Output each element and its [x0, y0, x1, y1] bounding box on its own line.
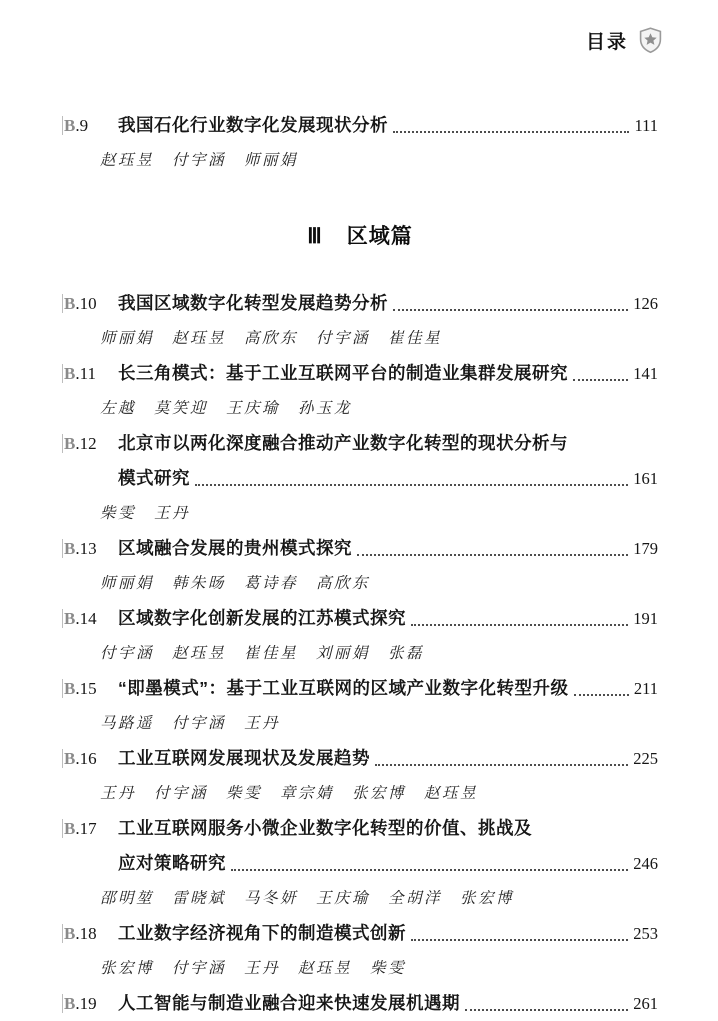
entry-authors: 柴雯 王丹 [100, 505, 191, 522]
running-header [0, 0, 718, 54]
entry-authors: 邵明堃 雷晓斌 马冬妍 王庆瑜 全胡洋 张宏博 [100, 890, 515, 907]
page-title: 目录 [585, 31, 628, 53]
entry-authors: 马路遥 付宇涵 王丹 [100, 715, 281, 732]
entry-number: B.13 [64, 539, 97, 558]
entry-number-b-glyph: B [64, 819, 76, 838]
toc-entry [62, 986, 658, 1021]
entry-page-number: 225 [633, 749, 658, 768]
entry-title: 北京市以两化深度融合推动产业数字化转型的现状分析与 [118, 433, 568, 453]
toc-entry [62, 426, 658, 531]
dot-leader [190, 461, 633, 496]
entry-page-number: 179 [633, 539, 658, 558]
part-header [62, 220, 658, 250]
entry-title: 区域数字化创新发展的江苏模式探究 [118, 608, 406, 628]
entry-number-b-glyph: B [64, 924, 76, 943]
entry-authors: 王丹 付宇涵 柴雯 章宗婧 张宏博 赵珏昱 [100, 785, 479, 802]
entry-authors: 师丽娟 赵珏昱 高欣东 付宇涵 崔佳星 [100, 330, 443, 347]
entry-title: 人工智能与制造业融合迎来快速发展机遇期 [118, 993, 460, 1013]
dot-leader [388, 108, 634, 143]
entry-title: 区域融合发展的贵州模式探究 [118, 538, 352, 558]
entry-page-number: 141 [633, 364, 658, 383]
entry-title: 应对策略研究 [118, 853, 226, 873]
entry-title-line [62, 916, 658, 951]
entry-title: 模式研究 [118, 468, 190, 488]
entry-page-number: 261 [633, 994, 658, 1013]
dot-leader [370, 741, 633, 776]
entry-title: 我国石化行业数字化发展现状分析 [118, 115, 388, 135]
entry-page-number: 111 [634, 116, 658, 135]
entry-page-number: 191 [633, 609, 658, 628]
toc-entry [62, 286, 658, 356]
entry-title-line [62, 741, 658, 776]
dot-leader [406, 601, 633, 636]
toc-entry [62, 601, 658, 671]
entry-title-line [62, 531, 658, 566]
entry-title-line [62, 811, 658, 846]
entry-title-line [62, 671, 658, 706]
entry-number-b-glyph: B [64, 609, 76, 628]
entry-number: B.17 [64, 819, 97, 838]
entry-number: B.19 [64, 994, 97, 1013]
entry-title-line [62, 601, 658, 636]
entry-number: B.9 [64, 116, 89, 135]
entry-number-b-glyph: B [64, 539, 76, 558]
entry-title: 工业互联网发展现状及发展趋势 [118, 748, 370, 768]
dot-leader [568, 356, 633, 391]
dot-leader [460, 986, 633, 1021]
entry-title-line [62, 986, 658, 1021]
dot-leader [352, 531, 633, 566]
entry-number: B.18 [64, 924, 97, 943]
entry-page-number: 211 [633, 679, 658, 698]
entry-number-b-glyph: B [64, 364, 76, 383]
entry-title-line [62, 426, 658, 461]
entry-title-line [62, 356, 658, 391]
entry-title: 工业互联网服务小微企业数字化转型的价值、挑战及 [118, 818, 532, 838]
entry-title-line [62, 108, 658, 143]
entry-title: 我国区域数字化转型发展趋势分析 [118, 293, 388, 313]
dot-leader [388, 286, 633, 321]
entry-number: B.14 [64, 609, 97, 628]
toc-entry [62, 531, 658, 601]
entry-number-b-glyph: B [64, 679, 76, 698]
toc-content [0, 108, 718, 1021]
entry-authors: 张宏博 付宇涵 王丹 赵珏昱 柴雯 [100, 960, 407, 977]
entry-title-line [62, 286, 658, 321]
part-title: 区域篇 [346, 225, 413, 248]
entry-page-number: 161 [633, 469, 658, 488]
entry-number: B.10 [64, 294, 97, 313]
entry-authors: 付宇涵 赵珏昱 崔佳星 刘丽娟 张磊 [100, 645, 425, 662]
part-numeral: Ⅲ [307, 224, 323, 248]
dot-leader [226, 846, 633, 881]
entry-title-line [62, 461, 658, 496]
dot-leader [406, 916, 633, 951]
entry-number-b-glyph: B [64, 434, 76, 453]
entry-number: B.12 [64, 434, 97, 453]
toc-entry [62, 356, 658, 426]
entry-authors: 左越 莫笑迎 王庆瑜 孙玉龙 [100, 400, 353, 417]
toc-entry [62, 916, 658, 986]
entry-page-number: 246 [633, 854, 658, 873]
entry-title-line [62, 846, 658, 881]
entry-page-number: 253 [633, 924, 658, 943]
toc-entry [62, 811, 658, 916]
entry-title: 工业数字经济视角下的制造模式创新 [118, 923, 406, 943]
entry-number-b-glyph: B [64, 294, 76, 313]
toc-entry [62, 671, 658, 741]
entry-number: B.16 [64, 749, 97, 768]
entry-number-b-glyph: B [64, 994, 76, 1013]
entry-number-b-glyph: B [64, 749, 76, 768]
entry-title: 长三角模式：基于工业互联网平台的制造业集群发展研究 [118, 363, 568, 383]
entry-number-b-glyph: B [64, 116, 76, 135]
shield-star-icon [637, 26, 664, 54]
toc-entry [62, 108, 658, 178]
entry-authors: 师丽娟 韩朱旸 葛诗春 高欣东 [100, 575, 371, 592]
toc-entry [62, 741, 658, 811]
dot-leader [569, 671, 634, 706]
entry-number: B.15 [64, 679, 97, 698]
entry-authors: 赵珏昱 付宇涵 师丽娟 [100, 152, 299, 169]
toc-list [62, 108, 658, 1021]
entry-page-number: 126 [633, 294, 658, 313]
entry-title: “即墨模式”：基于工业互联网的区域产业数字化转型升级 [118, 678, 569, 698]
entry-number: B.11 [64, 364, 96, 383]
